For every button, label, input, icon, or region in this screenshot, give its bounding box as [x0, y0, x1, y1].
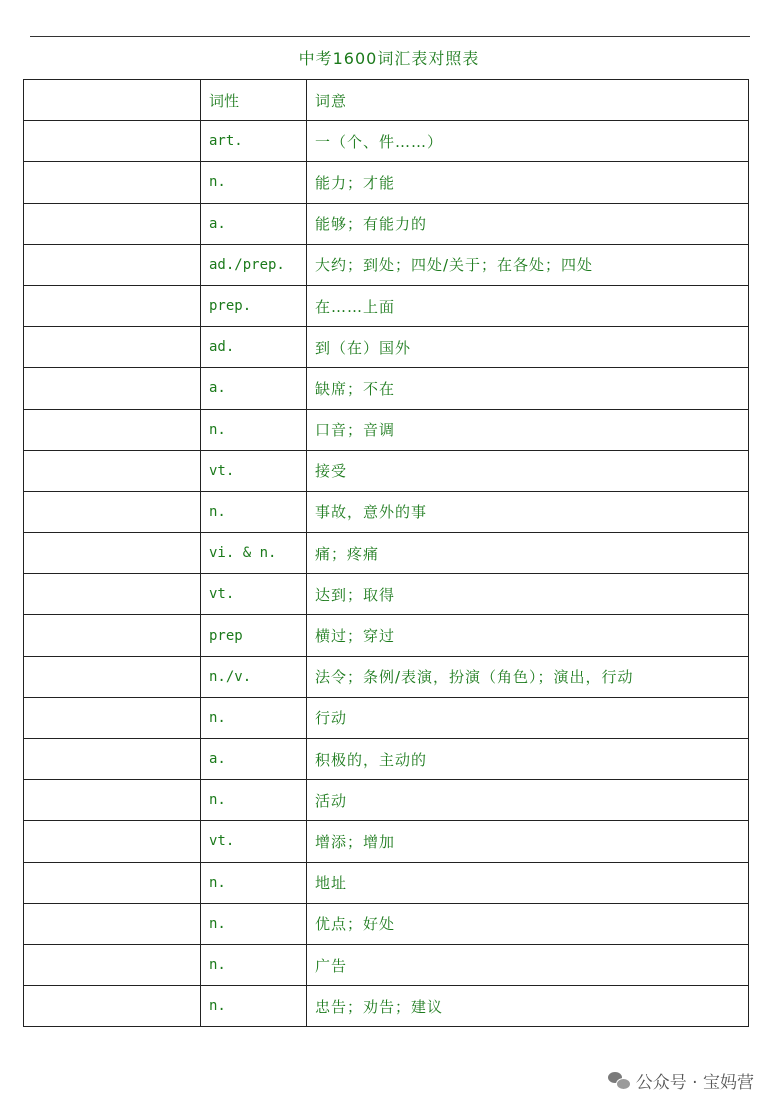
table-row [24, 203, 749, 244]
pos-cell: n. [201, 409, 307, 450]
word-cell [24, 162, 201, 203]
pos-cell: n. [201, 862, 307, 903]
pos-cell: vt. [201, 450, 307, 491]
word-cell [24, 862, 201, 903]
meaning-cell: 增添；增加 [307, 821, 749, 862]
table-row [24, 739, 749, 780]
pos-cell: n. [201, 162, 307, 203]
table-row [24, 491, 749, 532]
meaning-cell: 事故，意外的事 [307, 491, 749, 532]
meaning-cell: 一（个、件……） [307, 121, 749, 162]
meaning-cell: 忠告；劝告；建议 [307, 986, 749, 1027]
pos-cell: n./v. [201, 656, 307, 697]
meaning-cell: 积极的，主动的 [307, 739, 749, 780]
watermark-text: 公众号 · 宝妈营 [635, 1073, 754, 1093]
meaning-cell: 广告 [307, 944, 749, 985]
word-cell [24, 780, 201, 821]
meaning-cell: 大约；到处；四处/关于；在各处；四处 [307, 244, 749, 285]
word-cell [24, 574, 201, 615]
table-row [24, 697, 749, 738]
meaning-cell: 行动 [307, 697, 749, 738]
word-cell [24, 244, 201, 285]
word-cell [24, 739, 201, 780]
pos-cell: prep [201, 615, 307, 656]
word-cell [24, 697, 201, 738]
table-row [24, 574, 749, 615]
table-row [24, 368, 749, 409]
word-cell [24, 450, 201, 491]
meaning-cell: 能够；有能力的 [307, 203, 749, 244]
word-cell [24, 121, 201, 162]
pos-cell: n. [201, 944, 307, 985]
table-row [24, 821, 749, 862]
meaning-cell: 到（在）国外 [307, 327, 749, 368]
word-cell [24, 944, 201, 985]
table-row [24, 656, 749, 697]
table-row [24, 533, 749, 574]
table-row [24, 121, 749, 162]
word-cell [24, 368, 201, 409]
meaning-cell: 口音；音调 [307, 409, 749, 450]
meaning-cell: 地址 [307, 862, 749, 903]
pos-cell: n. [201, 780, 307, 821]
meaning-cell: 能力；才能 [307, 162, 749, 203]
header-word-cell [24, 80, 201, 121]
table-row [24, 944, 749, 985]
table-row [24, 615, 749, 656]
table-row [24, 780, 749, 821]
top-rule [30, 36, 750, 37]
meaning-cell: 达到；取得 [307, 574, 749, 615]
pos-cell: a. [201, 368, 307, 409]
word-cell [24, 285, 201, 326]
header-meaning-cell: 词意 [307, 80, 749, 121]
pos-cell: a. [201, 739, 307, 780]
table-header-row [24, 80, 749, 121]
table-row [24, 450, 749, 491]
table-row [24, 162, 749, 203]
meaning-cell: 痛；疼痛 [307, 533, 749, 574]
vocabulary-table [23, 79, 749, 1027]
watermark [608, 1068, 754, 1093]
meaning-cell: 法令；条例/表演，扮演（角色）；演出，行动 [307, 656, 749, 697]
word-cell [24, 903, 201, 944]
document-title: 中考1600词汇表对照表 [298, 49, 480, 68]
meaning-cell: 优点；好处 [307, 903, 749, 944]
pos-cell: n. [201, 491, 307, 532]
word-cell [24, 656, 201, 697]
pos-cell: n. [201, 903, 307, 944]
meaning-cell: 活动 [307, 780, 749, 821]
word-cell [24, 615, 201, 656]
pos-cell: prep. [201, 285, 307, 326]
word-cell [24, 821, 201, 862]
pos-cell: a. [201, 203, 307, 244]
pos-cell: n. [201, 697, 307, 738]
word-cell [24, 986, 201, 1027]
table-row [24, 862, 749, 903]
table-row [24, 409, 749, 450]
meaning-cell: 在……上面 [307, 285, 749, 326]
word-cell [24, 491, 201, 532]
pos-cell: vt. [201, 574, 307, 615]
word-cell [24, 203, 201, 244]
meaning-cell: 接受 [307, 450, 749, 491]
meaning-cell: 缺席；不在 [307, 368, 749, 409]
table-row [24, 327, 749, 368]
table-row [24, 903, 749, 944]
header-pos-cell: 词性 [201, 80, 307, 121]
pos-cell: vt. [201, 821, 307, 862]
table-row [24, 285, 749, 326]
pos-cell: ad./prep. [201, 244, 307, 285]
word-cell [24, 533, 201, 574]
pos-cell: ad. [201, 327, 307, 368]
table-row [24, 244, 749, 285]
pos-cell: art. [201, 121, 307, 162]
pos-cell: n. [201, 986, 307, 1027]
pos-cell: vi. & n. [201, 533, 307, 574]
word-cell [24, 409, 201, 450]
word-cell [24, 327, 201, 368]
meaning-cell: 横过；穿过 [307, 615, 749, 656]
wechat-icon [608, 1072, 630, 1090]
table-row [24, 986, 749, 1027]
